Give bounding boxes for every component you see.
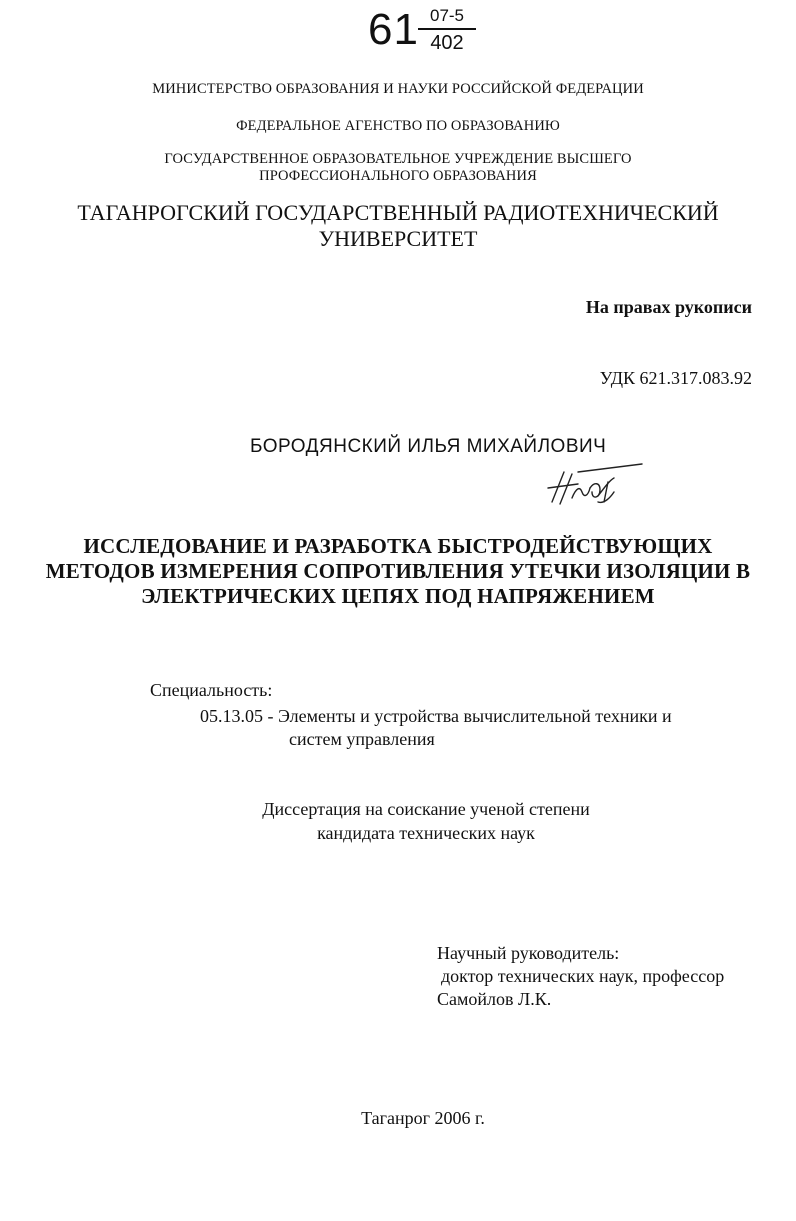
degree-line-2: кандидата технических наук — [317, 823, 535, 843]
supervisor-label: Научный руководитель: — [437, 943, 620, 963]
institution-line-2: ПРОФЕССИОНАЛЬНОГО ОБРАЗОВАНИЯ — [259, 168, 537, 184]
specialty-line-2: систем управления — [289, 729, 435, 749]
ministry-line: МИНИСТЕРСТВО ОБРАЗОВАНИЯ И НАУКИ РОССИЙСКОЙ ФЕДЕРАЦИИ — [152, 81, 644, 97]
institution-line-1: ГОСУДАРСТВЕННОЕ ОБРАЗОВАТЕЛЬНОЕ УЧРЕЖДЕНИЕ ВЫСШЕГО — [164, 151, 632, 167]
supervisor-name: Самойлов Л.К. — [437, 989, 552, 1009]
manuscript-note: На правах рукописи — [585, 297, 752, 317]
signature-image — [538, 458, 648, 518]
title-line-3: ЭЛЕКТРИЧЕСКИХ ЦЕПЯХ ПОД НАПРЯЖЕНИЕМ — [141, 584, 655, 608]
archive-code-numerator: 07-5 — [429, 6, 465, 25]
archive-code-fraction-bar — [418, 28, 476, 30]
degree-line-1: Диссертация на соискание ученой степени — [262, 799, 590, 819]
specialty-label: Специальность: — [150, 680, 273, 700]
archive-code-fraction — [418, 6, 476, 54]
university-line-2: УНИВЕРСИТЕТ — [318, 226, 478, 251]
title-line-2: МЕТОДОВ ИЗМЕРЕНИЯ СОПРОТИВЛЕНИЯ УТЕЧКИ ИЗОЛЯЦИИ В — [45, 559, 751, 583]
supervisor-title: доктор технических наук, профессор — [441, 966, 725, 986]
specialty-line-1: 05.13.05 - Элементы и устройства вычислительной техники и — [200, 706, 672, 726]
archive-code-denominator: 402 — [430, 32, 464, 54]
author-name: БОРОДЯНСКИЙ ИЛЬЯ МИХАЙЛОВИЧ — [250, 436, 607, 457]
university-line-1: ТАГАНРОГСКИЙ ГОСУДАРСТВЕННЫЙ РАДИОТЕХНИЧЕСКИЙ — [77, 200, 719, 225]
archive-code-main: 61 — [368, 5, 419, 54]
agency-line: ФЕДЕРАЛЬНОЕ АГЕНСТВО ПО ОБРАЗОВАНИЮ — [236, 118, 560, 134]
place-year: Таганрог 2006 г. — [361, 1108, 485, 1128]
title-line-1: ИССЛЕДОВАНИЕ И РАЗРАБОТКА БЫСТРОДЕЙСТВУЮЩИХ — [83, 534, 713, 558]
udk-code: УДК 621.317.083.92 — [599, 368, 752, 388]
